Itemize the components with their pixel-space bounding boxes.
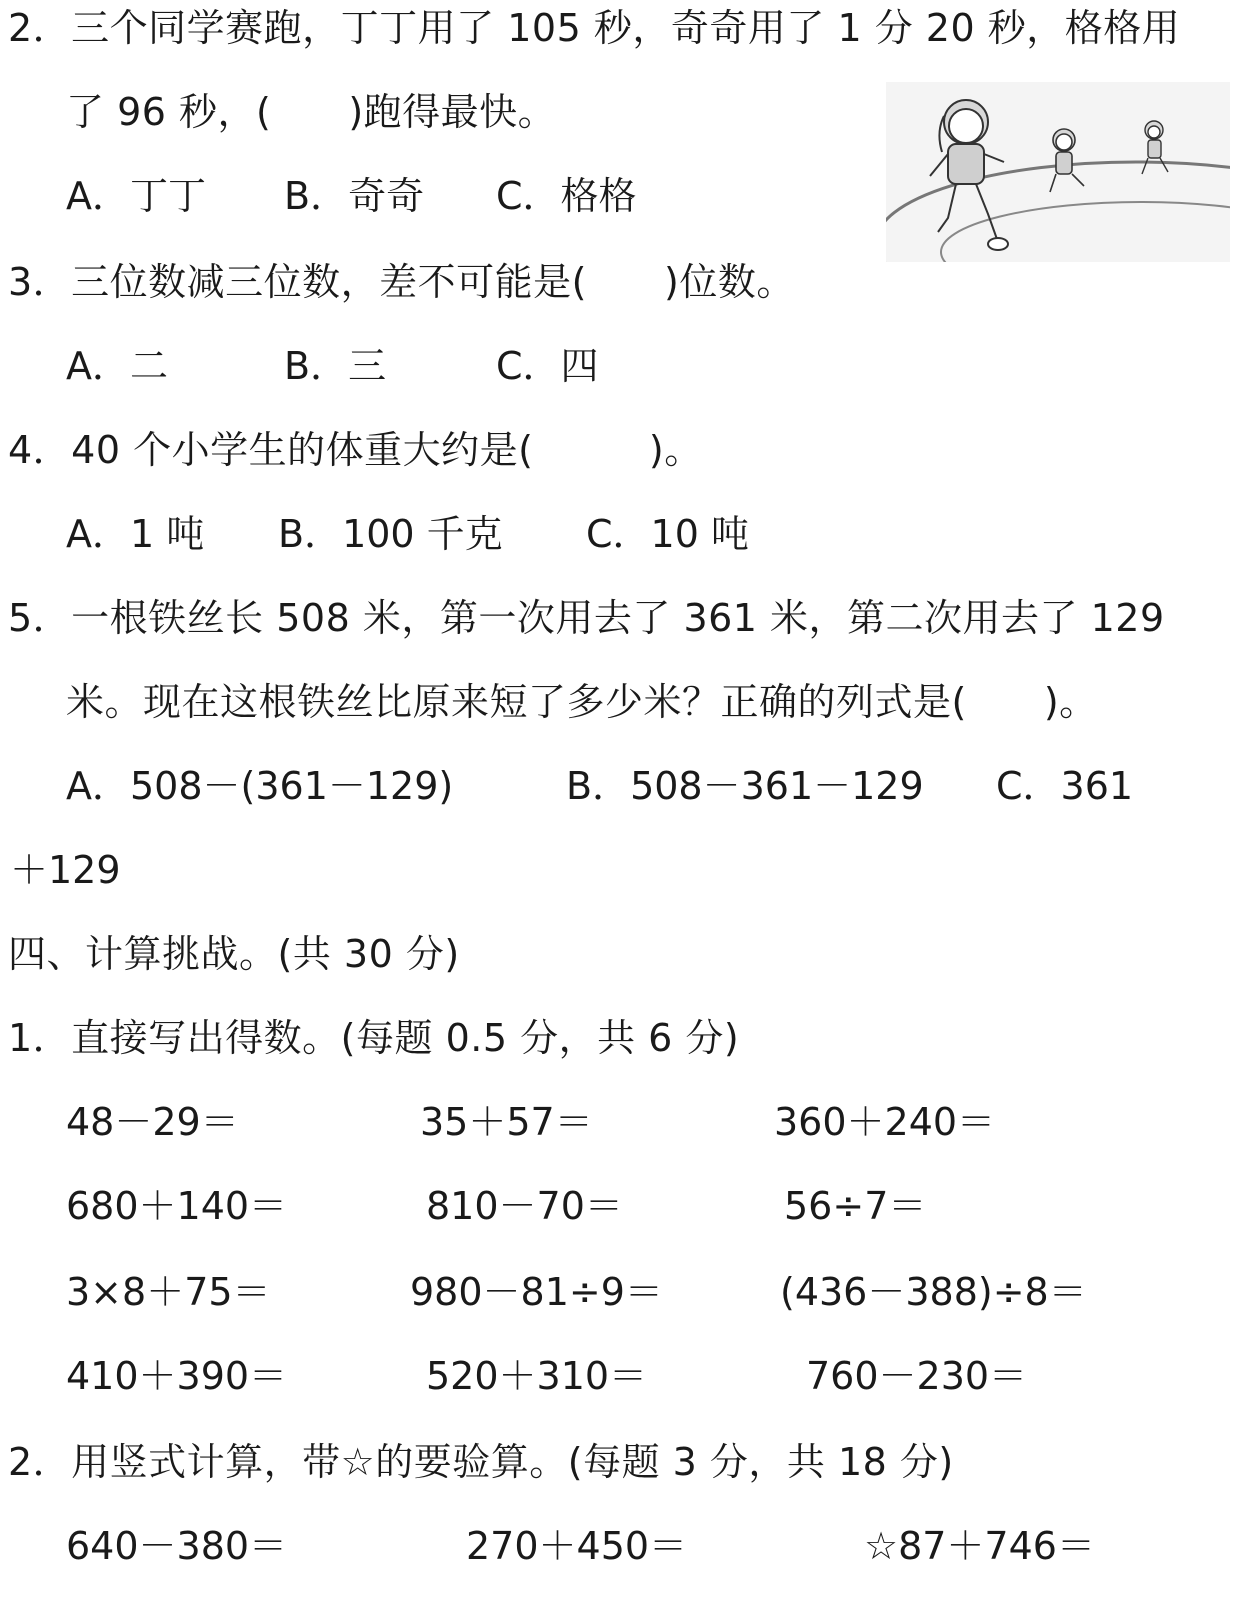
vertical-calc-3: ☆87＋746＝: [864, 1524, 1095, 1568]
calc-r4-c2: 520＋310＝: [426, 1354, 648, 1398]
calc-r1-c2: 35＋57＝: [420, 1100, 593, 1144]
question-3-option-a: A．二: [66, 344, 168, 388]
running-children-illustration: [886, 82, 1230, 262]
question-2-option-c: C．格格: [496, 174, 637, 218]
question-2-line-2: 了 96 秒，( )跑得最快。: [66, 90, 557, 134]
question-2-option-a: A．丁丁: [66, 174, 206, 218]
calc-r1-c1: 48－29＝: [66, 1100, 239, 1144]
section-4-question-2-title: 2．用竖式计算，带☆的要验算。(每题 3 分，共 18 分): [8, 1440, 954, 1484]
question-4-line-1: 4．40 个小学生的体重大约是( )。: [8, 428, 703, 472]
question-5-line-1: 5．一根铁丝长 508 米，第一次用去了 361 米，第二次用去了 129: [8, 596, 1165, 640]
question-5-option-c: C．361: [996, 764, 1134, 808]
calc-r4-c1: 410＋390＝: [66, 1354, 288, 1398]
section-4-title: 四、计算挑战。(共 30 分): [8, 932, 460, 976]
question-3-option-b: B．三: [284, 344, 387, 388]
calc-r2-c3: 56÷7＝: [784, 1184, 927, 1228]
question-4-option-a: A．1 吨: [66, 512, 205, 556]
question-5-option-a: A．508－(361－129): [66, 764, 454, 808]
question-3-line-1: 3．三位数减三位数，差不可能是( )位数。: [8, 260, 795, 304]
question-2-option-b: B．奇奇: [284, 174, 425, 218]
question-4-option-b: B．100 千克: [278, 512, 503, 556]
calc-r3-c3: (436－388)÷8＝: [780, 1270, 1087, 1314]
section-4-question-1-title: 1．直接写出得数。(每题 0.5 分，共 6 分): [8, 1016, 740, 1060]
question-5-option-b: B．508－361－129: [566, 764, 924, 808]
question-2-line-1: 2．三个同学赛跑，丁丁用了 105 秒，奇奇用了 1 分 20 秒，格格用: [8, 6, 1181, 50]
calc-r3-c2: 980－81÷9＝: [410, 1270, 663, 1314]
calc-r1-c3: 360＋240＝: [774, 1100, 996, 1144]
vertical-calc-1: 640－380＝: [66, 1524, 288, 1568]
calc-r3-c1: 3×8＋75＝: [66, 1270, 271, 1314]
question-4-option-c: C．10 吨: [586, 512, 749, 556]
vertical-calc-2: 270＋450＝: [466, 1524, 688, 1568]
question-5-option-c-continued: ＋129: [10, 848, 121, 892]
calc-r2-c1: 680＋140＝: [66, 1184, 288, 1228]
calc-r2-c2: 810－70＝: [426, 1184, 623, 1228]
calc-r4-c3: 760－230＝: [806, 1354, 1028, 1398]
question-3-option-c: C．四: [496, 344, 599, 388]
question-5-line-2: 米。现在这根铁丝比原来短了多少米？正确的列式是( )。: [66, 680, 1098, 724]
